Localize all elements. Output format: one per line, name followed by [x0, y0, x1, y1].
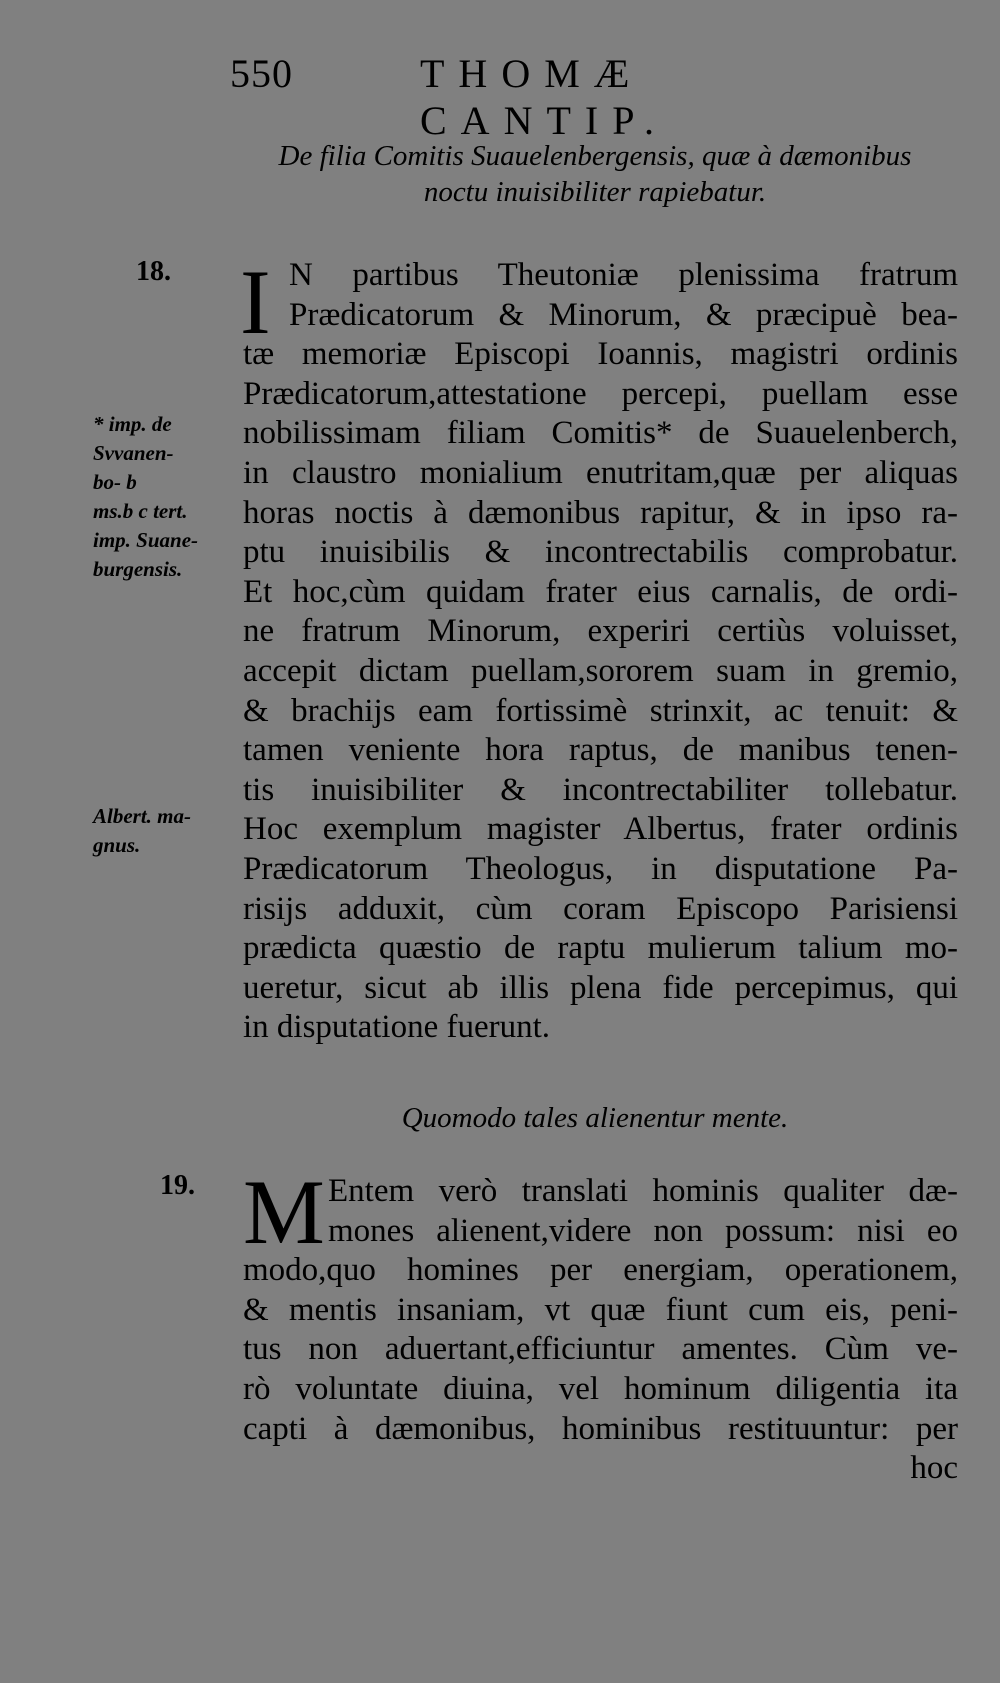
text-line: tus non aduertant,efficiuntur amentes. Cùm ve-: [243, 1331, 958, 1368]
text-line: capti à dæmonibus, hominibus restituuntur: per: [243, 1410, 958, 1447]
margin-note: [93, 802, 191, 860]
heading-line: noctu inuisibiliter rapiebatur.: [423, 176, 767, 208]
paragraph: [243, 256, 958, 1048]
running-header: [230, 50, 850, 143]
page-number: 550: [230, 51, 293, 96]
heading-line: Quomodo tales alienentur mente.: [401, 1102, 789, 1134]
text-line: prædicta quæstio de raptu mulierum talium mo-: [243, 930, 958, 967]
margin-note-line: burgensis.: [93, 557, 183, 581]
margin-note-line: gnus.: [93, 833, 141, 857]
margin-note-line: bo- b: [93, 470, 137, 494]
text-line: ueretur, sicut ab illis plena fide percepimus, qui: [243, 969, 958, 1006]
text-line: horas noctis à dæmonibus rapitur, & in ipso ra-: [243, 494, 958, 531]
text-line: tis inuisibiliter & incontrectabiliter tollebatur.: [243, 771, 958, 808]
paragraph: [243, 1161, 958, 1489]
text-line: nobilissimam filiam Comitis* de Suauelenberch,: [243, 415, 958, 452]
section-heading: [240, 1100, 950, 1136]
margin-note-line: Svvanen-: [93, 441, 174, 465]
section-heading: [230, 138, 960, 210]
text-line: risijs adduxit, cùm coram Episcopo Parisiensi: [243, 890, 958, 927]
text-line: & mentis insaniam, vt quæ fiunt cum eis, peni-: [243, 1291, 958, 1328]
running-title: THOMÆ CANTIP.: [420, 51, 669, 143]
text-line: Prædicatorum,attestatione percepi, puellam esse: [243, 375, 958, 412]
drop-cap: I: [240, 251, 271, 353]
catchword: hoc: [910, 1450, 958, 1487]
text-line: Hoc exemplum magister Albertus, frater ordinis: [243, 811, 958, 848]
text-line: N partibus Theutoniæ plenissima fratrum: [289, 257, 958, 293]
text-line: tamen veniente hora raptus, de manibus tenen-: [243, 732, 958, 769]
text-line: in claustro monialium enutritam,quæ per aliquas: [243, 454, 958, 491]
margin-note-line: * imp. de: [93, 412, 172, 436]
margin-note: [93, 410, 198, 584]
margin-note-line: Albert. ma-: [93, 804, 191, 828]
section-number: 19.: [160, 1170, 195, 1201]
drop-cap: M: [243, 1161, 325, 1263]
margin-note-line: ms.b c tert.: [93, 499, 188, 523]
margin-note-line: imp. Suane-: [93, 528, 199, 552]
text-line: tæ memoriæ Episcopi Ioannis, magistri ordinis: [243, 336, 958, 373]
text-line: Et hoc,cùm quidam frater eius carnalis, de ordi-: [243, 573, 958, 610]
heading-line: De filia Comitis Suauelenbergensis, quæ à dæmonibus: [278, 140, 912, 172]
text-line: Entem verò translati hominis qualiter dæ-: [328, 1173, 958, 1209]
text-line: modo,quo homines per energiam, operationem,: [243, 1252, 958, 1289]
section-number: 18.: [136, 256, 171, 287]
text-line: accepit dictam puellam,sororem suam in gremio,: [243, 652, 958, 689]
text-line: ne fratrum Minorum, experiri certiùs voluisset,: [243, 613, 958, 650]
text-line: rò voluntate diuina, vel hominum diligentia ita: [243, 1370, 958, 1407]
text-line: mones alienent,videre non possum: nisi eo: [328, 1212, 958, 1249]
text-line: in disputatione fuerunt.: [243, 1009, 551, 1046]
text-line: & brachijs eam fortissimè strinxit, ac tenuit: &: [243, 692, 958, 729]
text-line: ptu inuisibilis & incontrectabilis comprobatur.: [243, 534, 958, 571]
text-line: Prædicatorum Theologus, in disputatione Pa-: [243, 850, 958, 887]
text-line: Prædicatorum & Minorum, & præcipuè bea-: [289, 296, 958, 333]
